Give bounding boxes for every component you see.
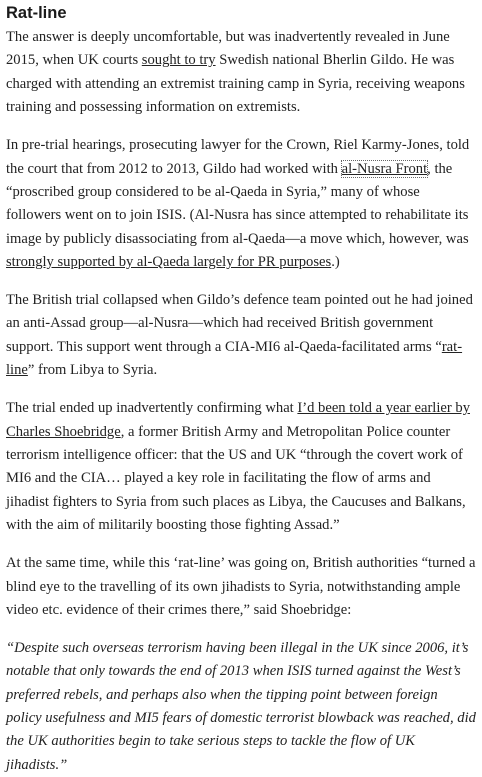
rat-line-link[interactable]: rat-line (6, 338, 463, 379)
al-nusra-front-link[interactable]: al-Nusra Front (341, 160, 428, 177)
p2-text-b: , the “proscribed group considered to be al-Qaeda in Syria,” many of whose followers went on to join ISIS. (Al-Nusra has since attempted to rehabilitate its image by publicly disassociating from al-Qaeda—a move which, however, was (6, 160, 469, 247)
section-heading: Rat-line (6, 4, 67, 22)
blockquote-paragraph: “Despite such overseas terrorism having been illegal in the UK since 2006, it’s notable that only towards the end of 2013 when ISIS turned against the West’s preferred rebels, and perhaps also when the tipping point between foreign policy usefulness and MI5 fears of domestic terrorist blowback was reached, did the UK authorities begin to take serious steps to tackle the flow of UK jihadists.” (6, 639, 476, 773)
p2-text-c: .) (331, 254, 340, 271)
shoebridge-link[interactable]: I’d been told a year earlier by Charles Shoebridge (6, 400, 470, 440)
strongly-supported-link[interactable]: strongly supported by al-Qaeda largely for PR purposes (6, 254, 332, 271)
paragraph-1 (6, 26, 476, 120)
p1-text-b: Swedish national Bherlin Gildo. He was charged with attending an extremist training camp in Syria, receiving weapons training and possessing information on extremists. (6, 52, 465, 116)
paragraph-5: At the same time, while this ‘rat-line’ was going on, British authorities “turned a blind eye to the travelling of its own jihadists to Syria, notwithstanding ample video etc. evidence of their crimes there,” said Shoebridge: (6, 555, 476, 618)
sought-to-try-link[interactable]: sought to try (141, 52, 216, 69)
paragraph-4 (6, 397, 476, 537)
paragraph-3 (6, 289, 476, 383)
paragraph-2 (6, 134, 476, 274)
p1-text-a: The answer is deeply uncomfortable, but was inadvertently revealed in June 2015, when UK courts (6, 29, 450, 69)
p2-text-a: In pre-trial hearings, prosecuting lawyer for the Crown, Riel Karmy-Jones, told the court that from 2012 to 2013, Gildo had worked with (6, 137, 470, 177)
p3-text-a: The British trial collapsed when Gildo’s defence team pointed out he had joined an anti-Assad group—al-Nusra—which had received British government support. This support went through a CIA-MI6 al-Qaeda-facilitated arms “ (6, 292, 473, 355)
p4-text-a: The trial ended up inadvertently confirming what (6, 400, 298, 417)
p3-text-b: ” from Libya to Syria. (27, 362, 158, 379)
p4-text-b: , a former British Army and Metropolitan Police counter terrorism intelligence officer: that the US and UK “through the covert work of MI6 and the CIA… played a key role in facilitating the flow of arms and jihadist fighters to Syria from such places as Libya, the Caucuses and Balkans, with the aim of militarily boosting those fighting Assad.” (6, 423, 466, 534)
